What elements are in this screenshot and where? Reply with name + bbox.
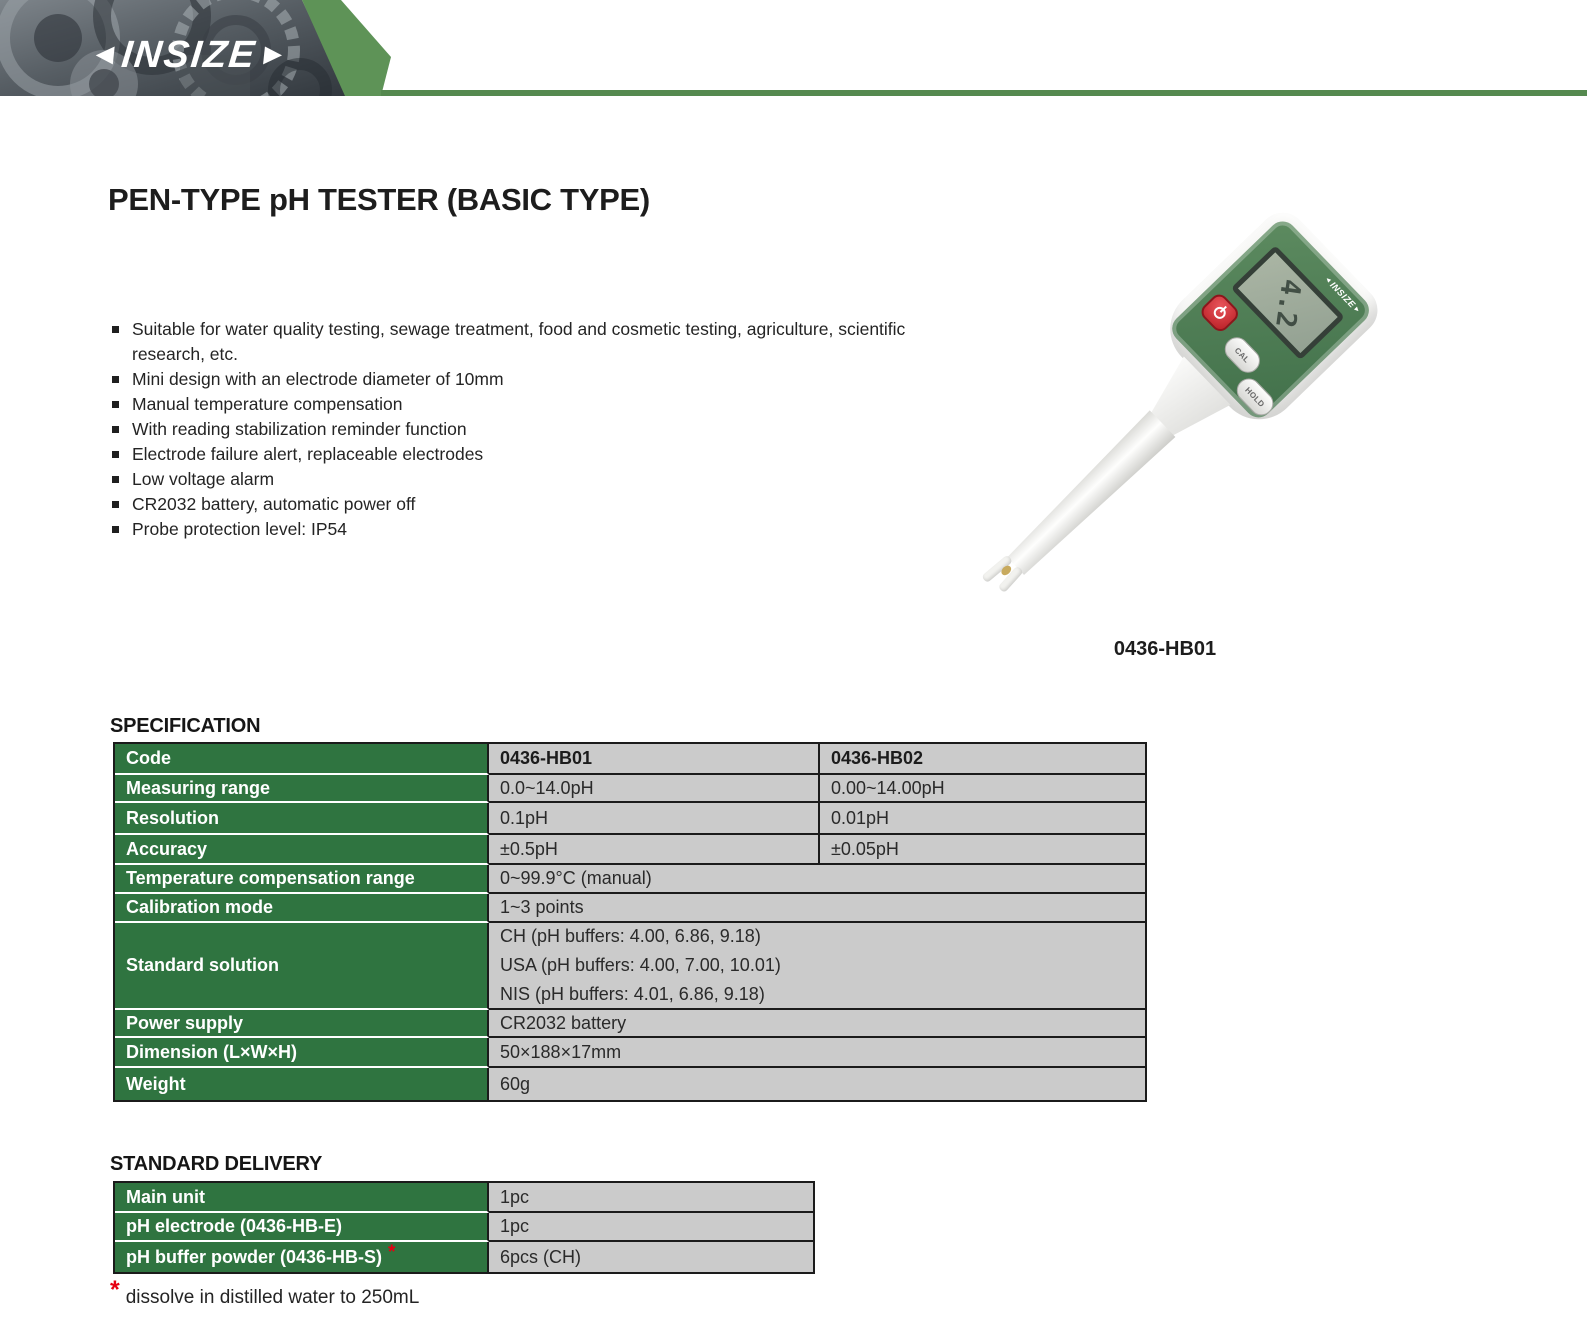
spec-value-hb01: 0.1pH bbox=[489, 803, 818, 835]
ph-tester-device bbox=[929, 203, 1387, 653]
delivery-value: 1pc bbox=[489, 1183, 813, 1213]
spec-value-hb01: 0.0~14.0pH bbox=[489, 775, 818, 803]
spec-row-label: Code bbox=[115, 744, 489, 775]
feature-text: Low voltage alarm bbox=[132, 469, 275, 489]
feature-text: Manual temperature compensation bbox=[132, 394, 403, 414]
footnote-asterisk-marker: * bbox=[388, 1242, 396, 1263]
spec-value: CR2032 battery bbox=[489, 1010, 1145, 1038]
bullet-square-icon bbox=[112, 326, 119, 333]
bullet-square-icon bbox=[112, 501, 119, 508]
delivery-value: 6pcs (CH) bbox=[489, 1242, 813, 1272]
feature-item bbox=[110, 517, 910, 542]
spec-value-hb02: 0.00~14.00pH bbox=[818, 775, 1145, 803]
table-row bbox=[115, 744, 1145, 775]
bullet-square-icon bbox=[112, 476, 119, 483]
table-row bbox=[115, 1038, 1145, 1068]
feature-list bbox=[110, 317, 910, 542]
power-icon bbox=[1211, 304, 1228, 321]
lcd-reading: 4.2 bbox=[1269, 276, 1307, 330]
device-cal-button: CAL bbox=[1220, 332, 1265, 377]
spec-row-label: Weight bbox=[115, 1068, 489, 1100]
spec-row-label: Standard solution bbox=[115, 923, 489, 1010]
spec-row-label: Temperature compensation range bbox=[115, 865, 489, 894]
feature-text: Suitable for water quality testing, sewage treatment, food and cosmetic testing, agriculture, scientific research, etc. bbox=[132, 319, 906, 364]
delivery-row-label: pH electrode (0436-HB-E) bbox=[115, 1213, 489, 1242]
standard-solution-line: CH (pH buffers: 4.00, 6.86, 9.18) bbox=[500, 926, 761, 946]
feature-text: CR2032 battery, automatic power off bbox=[132, 494, 416, 514]
device-probe-shaft bbox=[1001, 408, 1178, 581]
device-brand-label: ◄ INSIZE ► bbox=[1323, 274, 1363, 315]
spec-value: 0~99.9°C (manual) bbox=[489, 865, 1145, 894]
delivery-heading: STANDARD DELIVERY bbox=[110, 1153, 323, 1175]
logo-brand-text: INSIZE bbox=[119, 34, 259, 76]
table-row bbox=[115, 803, 1145, 835]
specification-heading: SPECIFICATION bbox=[110, 715, 261, 737]
delivery-row-label: Main unit bbox=[115, 1183, 489, 1213]
feature-item bbox=[110, 392, 910, 417]
product-model-label: 0436-HB01 bbox=[1113, 638, 1217, 660]
feature-text: Probe protection level: IP54 bbox=[132, 519, 347, 539]
bullet-square-icon bbox=[112, 451, 119, 458]
spec-value-hb02: 0436-HB02 bbox=[818, 744, 1145, 775]
delivery-row-label: pH buffer powder (0436-HB-S) * bbox=[115, 1242, 489, 1272]
bullet-square-icon bbox=[112, 401, 119, 408]
standard-solution-line: NIS (pH buffers: 4.01, 6.86, 9.18) bbox=[500, 984, 765, 1004]
insize-logo bbox=[88, 36, 290, 74]
page-title: PEN-TYPE pH TESTER (BASIC TYPE) bbox=[108, 182, 650, 217]
spec-value-hb02: ±0.05pH bbox=[818, 835, 1145, 865]
table-row bbox=[115, 1242, 813, 1272]
spec-value-hb01: 0436-HB01 bbox=[489, 744, 818, 775]
feature-item bbox=[110, 467, 910, 492]
spec-value-hb01: ±0.5pH bbox=[489, 835, 818, 865]
feature-text: Electrode failure alert, replaceable electrodes bbox=[132, 444, 484, 464]
feature-text: With reading stabilization reminder function bbox=[132, 419, 467, 439]
bullet-square-icon bbox=[112, 376, 119, 383]
logo-right-arrow-icon: ► bbox=[256, 38, 290, 71]
table-row bbox=[115, 1213, 813, 1242]
spec-row-label: Power supply bbox=[115, 1010, 489, 1038]
page-header bbox=[0, 0, 1587, 100]
spec-row-label: Dimension (L×W×H) bbox=[115, 1038, 489, 1068]
footnote-text: dissolve in distilled water to 250mL bbox=[125, 1287, 420, 1308]
feature-item bbox=[110, 417, 910, 442]
footnote-asterisk: * bbox=[110, 1276, 120, 1304]
spec-row-label: Calibration mode bbox=[115, 894, 489, 923]
device-logo-left-arrow-icon: ◄ bbox=[1323, 274, 1334, 286]
table-row bbox=[115, 835, 1145, 865]
feature-item bbox=[110, 492, 910, 517]
device-hold-button: HOLD bbox=[1232, 373, 1278, 420]
table-row bbox=[115, 1010, 1145, 1038]
spec-value: 50×188×17mm bbox=[489, 1038, 1145, 1068]
feature-item bbox=[110, 442, 910, 467]
standard-delivery-table bbox=[113, 1181, 815, 1274]
bullet-square-icon bbox=[112, 426, 119, 433]
spec-row-label: Measuring range bbox=[115, 775, 489, 803]
device-power-button bbox=[1198, 291, 1242, 335]
spec-value-hb02: 0.01pH bbox=[818, 803, 1145, 835]
spec-value: 60g bbox=[489, 1068, 1145, 1100]
spec-row-label: Resolution bbox=[115, 803, 489, 835]
spec-value bbox=[489, 923, 1145, 1010]
feature-item bbox=[110, 317, 910, 367]
logo-left-arrow-icon: ◄ bbox=[88, 38, 122, 71]
table-row bbox=[115, 894, 1145, 923]
spec-value: 1~3 points bbox=[489, 894, 1145, 923]
spec-row-label: Accuracy bbox=[115, 835, 489, 865]
feature-item bbox=[110, 367, 910, 392]
green-rule bbox=[381, 90, 1587, 96]
delivery-value: 1pc bbox=[489, 1213, 813, 1242]
feature-text: Mini design with an electrode diameter of 10mm bbox=[132, 369, 504, 389]
table-row bbox=[115, 865, 1145, 894]
footnote bbox=[110, 1276, 420, 1309]
standard-solution-line: USA (pH buffers: 4.00, 7.00, 10.01) bbox=[500, 955, 781, 975]
table-row bbox=[115, 1183, 813, 1213]
table-row bbox=[115, 775, 1145, 803]
bullet-square-icon bbox=[112, 526, 119, 533]
specification-table bbox=[113, 742, 1147, 1102]
table-row bbox=[115, 923, 1145, 1010]
device-logo-right-arrow-icon: ► bbox=[1352, 304, 1363, 315]
table-row bbox=[115, 1068, 1145, 1100]
